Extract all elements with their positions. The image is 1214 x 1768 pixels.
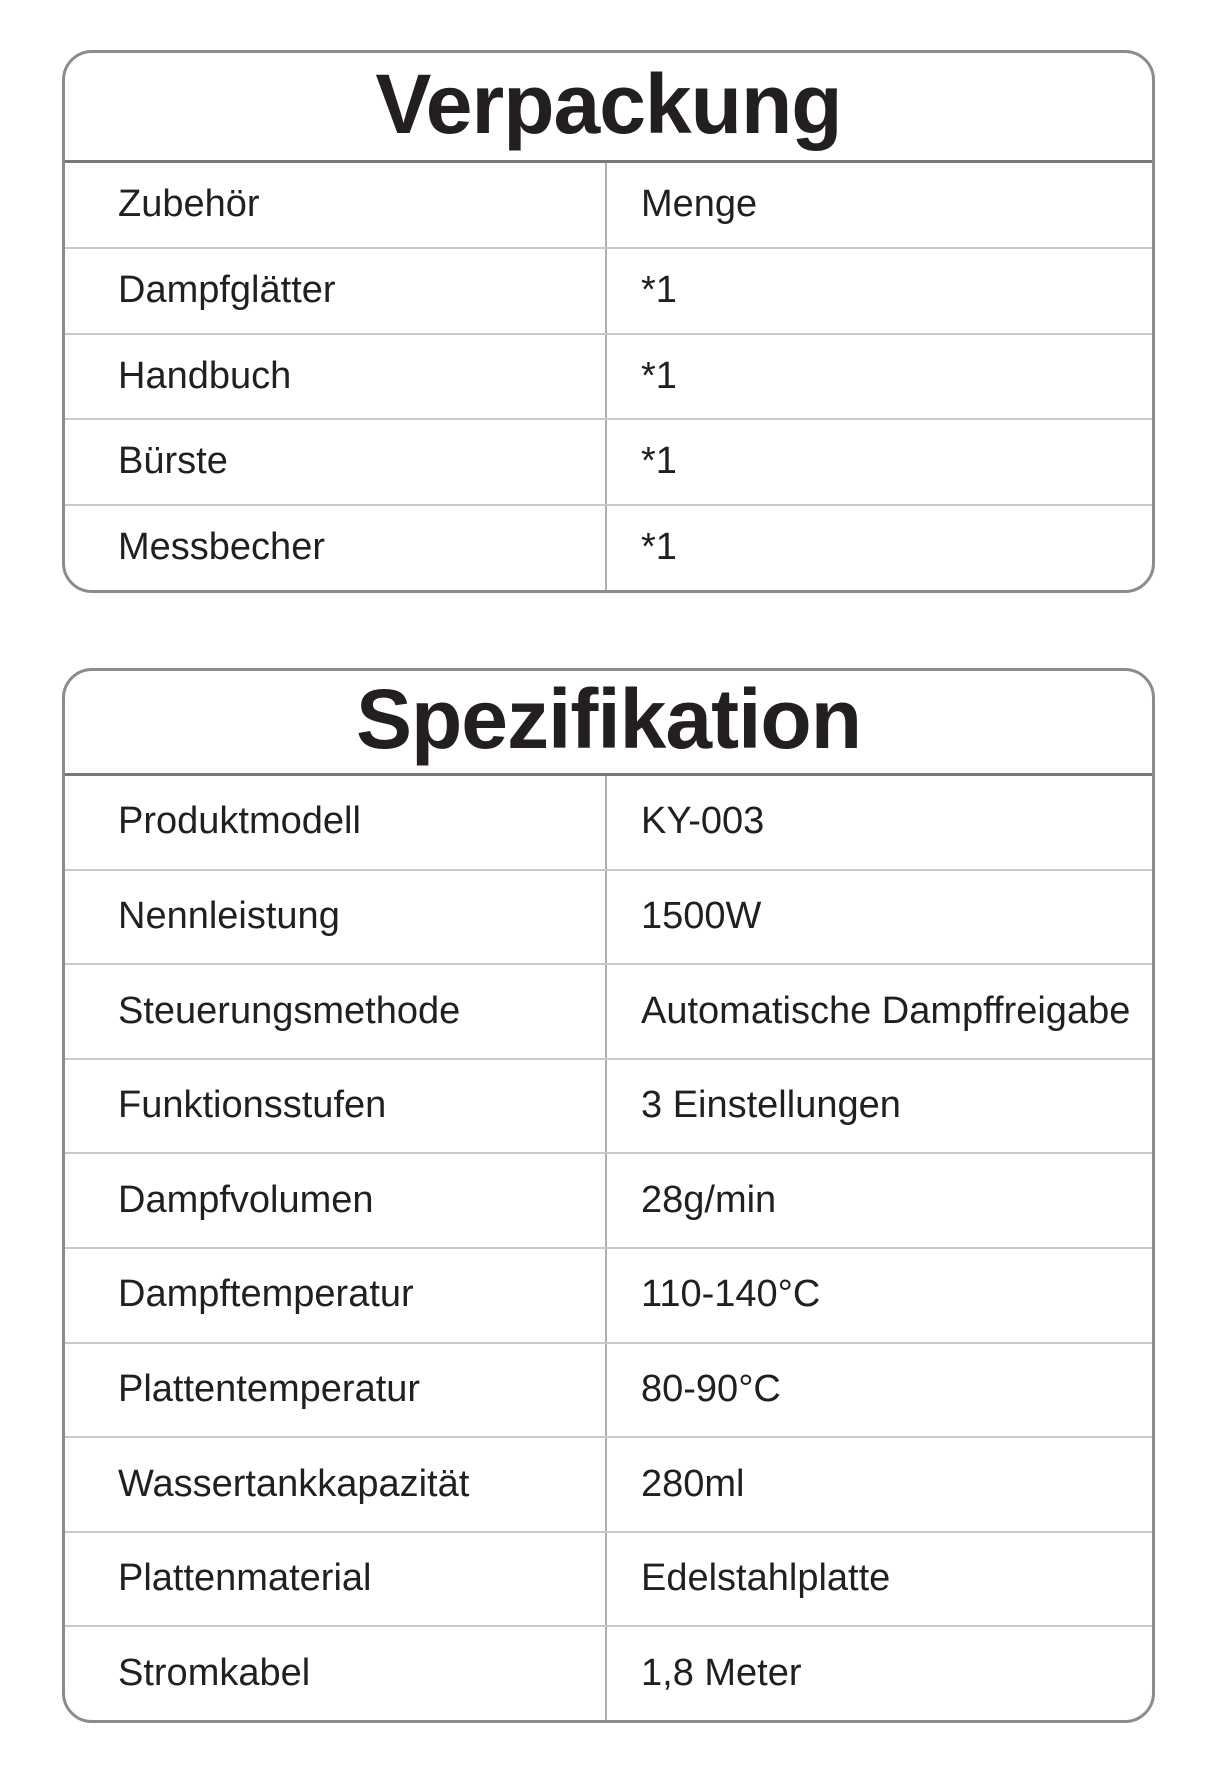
row-value: 1,8 Meter [641, 1651, 802, 1694]
verpackung-table [62, 50, 1155, 593]
row-label: Handbuch [65, 335, 607, 419]
table-row [65, 1436, 1152, 1531]
row-label: Plattenmaterial [65, 1533, 607, 1626]
row-value: 80-90°C [641, 1368, 781, 1411]
table-row [65, 869, 1152, 964]
row-label: Plattentemperatur [65, 1344, 607, 1437]
table-row [65, 418, 1152, 504]
row-label: Stromkabel [65, 1627, 607, 1720]
table-row [65, 1247, 1152, 1342]
table-row [65, 1152, 1152, 1247]
row-label: Steuerungsmethode [65, 965, 607, 1058]
row-label: Produktmodell [65, 776, 607, 869]
row-value: *1 [641, 440, 677, 483]
table-row [65, 776, 1152, 869]
row-value: *1 [641, 268, 677, 311]
table-row [65, 1531, 1152, 1626]
row-value: *1 [641, 526, 677, 569]
row-label: Funktionsstufen [65, 1060, 607, 1153]
table-row [65, 333, 1152, 419]
row-value: 1500W [641, 895, 762, 938]
row-label: Nennleistung [65, 871, 607, 964]
table-row [65, 1342, 1152, 1437]
row-value: 3 Einstellungen [641, 1084, 901, 1127]
spezifikation-rows [65, 776, 1152, 1720]
row-label: Dampfglätter [65, 249, 607, 333]
verpackung-title: Verpackung [65, 53, 1152, 163]
row-label: Bürste [65, 420, 607, 504]
row-value: Menge [641, 183, 758, 226]
spezifikation-title: Spezifikation [65, 671, 1152, 776]
row-value: Automatische Dampffreigabe [641, 989, 1131, 1032]
table-row [65, 247, 1152, 333]
table-row [65, 163, 1152, 247]
row-label: Zubehör [65, 163, 607, 247]
row-label: Dampfvolumen [65, 1154, 607, 1247]
row-value: KY-003 [641, 800, 765, 843]
table-row [65, 1058, 1152, 1153]
row-label: Messbecher [65, 506, 607, 590]
row-value: 110-140°C [641, 1273, 821, 1316]
table-row [65, 1625, 1152, 1720]
table-row [65, 963, 1152, 1058]
spezifikation-table [62, 668, 1155, 1723]
verpackung-rows [65, 163, 1152, 590]
row-value: *1 [641, 354, 677, 397]
row-value: Edelstahlplatte [641, 1557, 891, 1600]
row-value: 28g/min [641, 1178, 777, 1221]
row-label: Dampftemperatur [65, 1249, 607, 1342]
row-label: Wassertankkapazität [65, 1438, 607, 1531]
table-row [65, 504, 1152, 590]
row-value: 280ml [641, 1462, 745, 1505]
